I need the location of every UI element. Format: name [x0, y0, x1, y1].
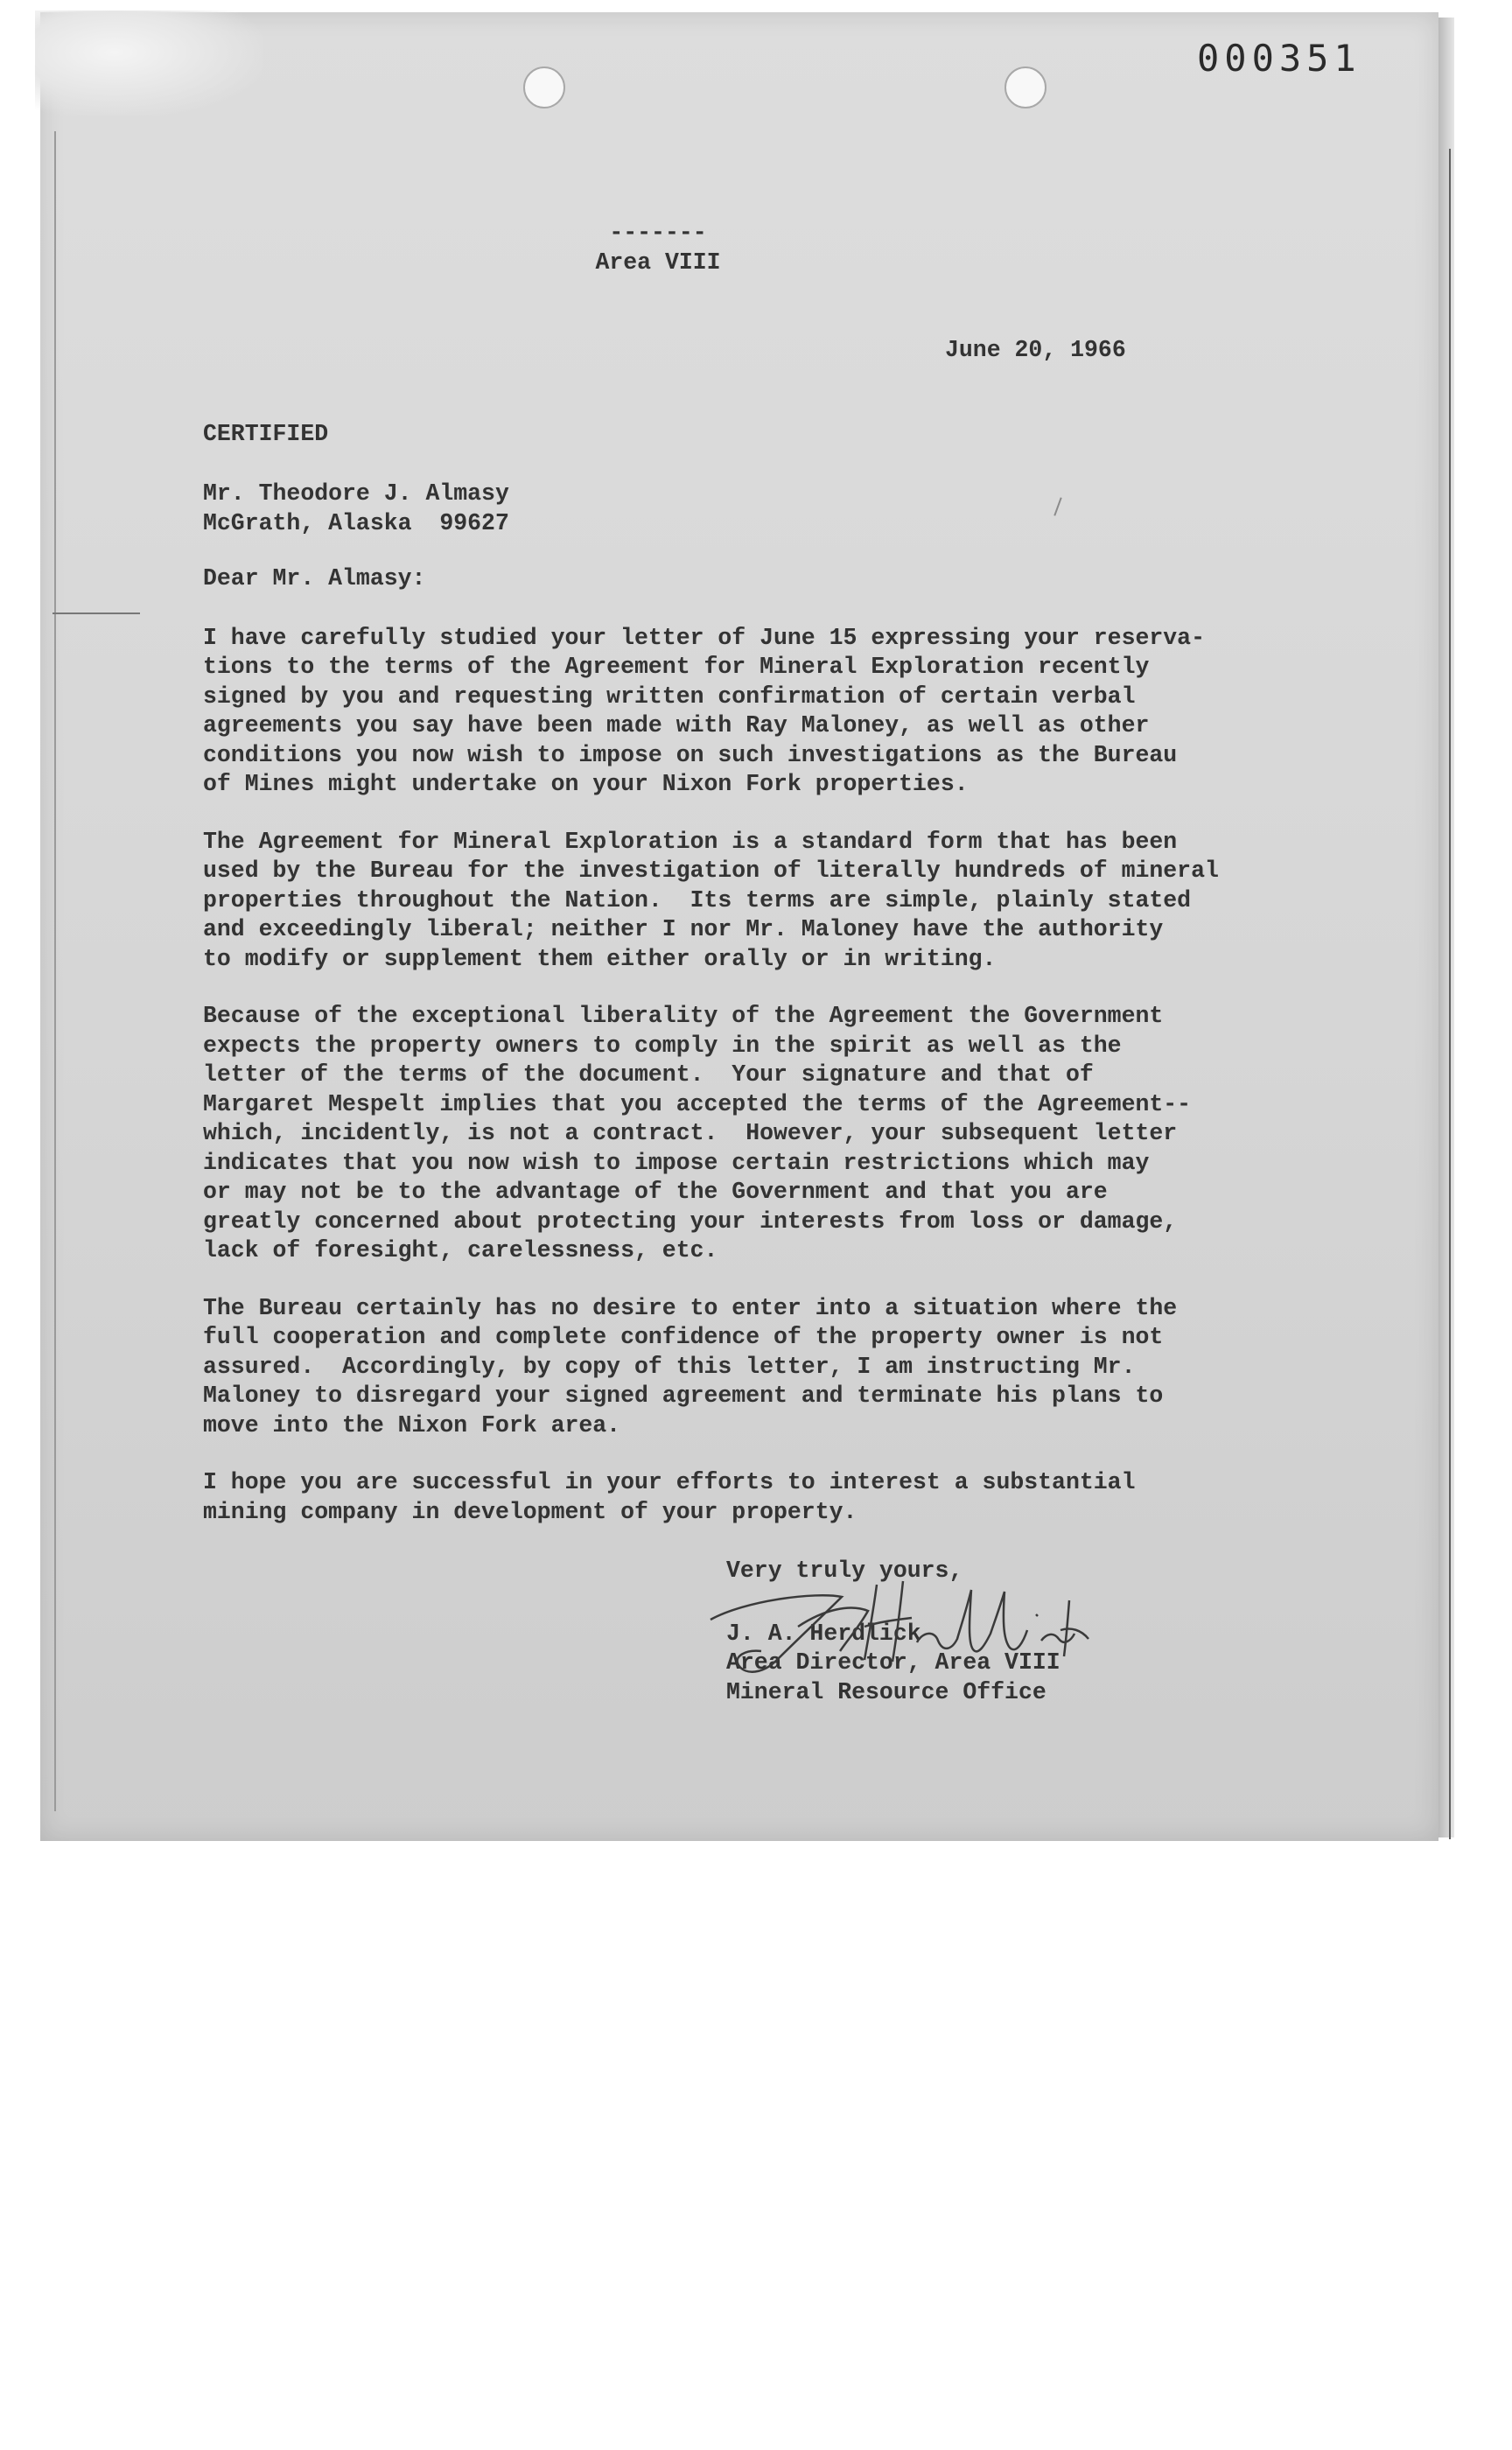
paragraph-line: conditions you now wish to impose on such investigations as the Bureau	[203, 741, 1178, 768]
paragraph-1	[203, 624, 1323, 800]
punch-hole-left	[523, 66, 565, 108]
signer-office: Mineral Resource Office	[726, 1678, 1046, 1705]
paragraph-line: move into the Nixon Fork area.	[203, 1411, 621, 1438]
margin-mark	[52, 612, 140, 614]
paragraph-line: or may not be to the advantage of the Government and that you are	[203, 1179, 1108, 1205]
salutation: Dear Mr. Almasy:	[203, 565, 426, 592]
letter-date: June 20, 1966	[945, 337, 1126, 363]
paragraph-3	[203, 1002, 1323, 1266]
closing-block	[203, 1557, 1323, 1707]
paragraph-line: tions to the terms of the Agreement for Mineral Exploration recently	[203, 654, 1150, 680]
torn-corner	[35, 10, 262, 116]
paragraph-line: mining company in development of your property.	[203, 1498, 858, 1525]
paragraph-2	[203, 828, 1323, 975]
signer-title: Area Director, Area VIII	[726, 1649, 1060, 1676]
paragraph-line: indicates that you now wish to impose certain restrictions which may	[203, 1149, 1150, 1176]
paragraph-line: of Mines might undertake on your Nixon Fork properties.	[203, 771, 969, 797]
page-left-edge	[54, 131, 56, 1811]
page-edge-shadow	[1438, 18, 1454, 1838]
paragraph-line: full cooperation and complete confidence of the property owner is not	[203, 1324, 1164, 1350]
paragraph-line: Because of the exceptional liberality of the Agreement the Government	[203, 1003, 1164, 1029]
paragraph-line: which, incidently, is not a contract. However, your subsequent letter	[203, 1120, 1178, 1146]
valediction: Very truly yours,	[726, 1558, 963, 1584]
document-number: 000351	[1197, 37, 1362, 80]
paragraph-line: agreements you say have been made with Ray Maloney, as well as other	[203, 712, 1150, 738]
paragraph-line: Maloney to disregard your signed agreement and terminate his plans to	[203, 1382, 1164, 1409]
paragraph-line: to modify or supplement them either orally or in writing.	[203, 945, 997, 972]
address-line-name: Mr. Theodore J. Almasy	[203, 480, 509, 507]
punch-hole-right	[1004, 66, 1046, 108]
paragraph-line: greatly concerned about protecting your interests from loss or damage,	[203, 1208, 1178, 1235]
paragraph-line: The Bureau certainly has no desire to enter into a situation where the	[203, 1294, 1178, 1321]
paragraph-line: signed by you and requesting written confirmation of certain verbal	[203, 682, 1136, 710]
paragraph-line: used by the Bureau for the investigation of literally hundreds of mineral	[203, 858, 1219, 884]
header-dashes: -------	[609, 220, 707, 246]
paragraph-line: lack of foresight, carelessness, etc.	[203, 1237, 718, 1264]
paragraph-line: The Agreement for Mineral Exploration is a standard form that has been	[203, 828, 1178, 855]
letter-body	[203, 219, 1323, 1707]
paragraph-5	[203, 1468, 1323, 1527]
paragraph-line: assured. Accordingly, by copy of this letter, I am instructing Mr.	[203, 1353, 1136, 1380]
paragraph-line: expects the property owners to comply in the spirit as well as the	[203, 1032, 1122, 1059]
paragraph-line: I have carefully studied your letter of June 15 expressing your reserva-	[203, 624, 1205, 651]
paragraph-line: letter of the terms of the document. Your signature and that of	[203, 1061, 1094, 1088]
paragraph-line: and exceedingly liberal; neither I nor Mr. Maloney have the authority	[203, 916, 1164, 942]
page-right-edge	[1449, 149, 1451, 1839]
area-heading: Area VIII	[595, 248, 721, 276]
paragraph-line: I hope you are successful in your efforts to interest a substantial	[203, 1469, 1136, 1495]
certified-label: CERTIFIED	[203, 420, 329, 447]
signer-name: J. A. Herdlick	[726, 1620, 921, 1647]
paragraph-line: Margaret Mespelt implies that you accepted the terms of the Agreement--	[203, 1090, 1192, 1117]
paragraph-4	[203, 1294, 1323, 1441]
handwritten-signature	[693, 1565, 1096, 1688]
paragraph-line: properties throughout the Nation. Its terms are simple, plainly stated	[203, 886, 1192, 914]
recipient-address	[203, 480, 1323, 538]
address-line-city: McGrath, Alaska 99627	[203, 509, 509, 536]
